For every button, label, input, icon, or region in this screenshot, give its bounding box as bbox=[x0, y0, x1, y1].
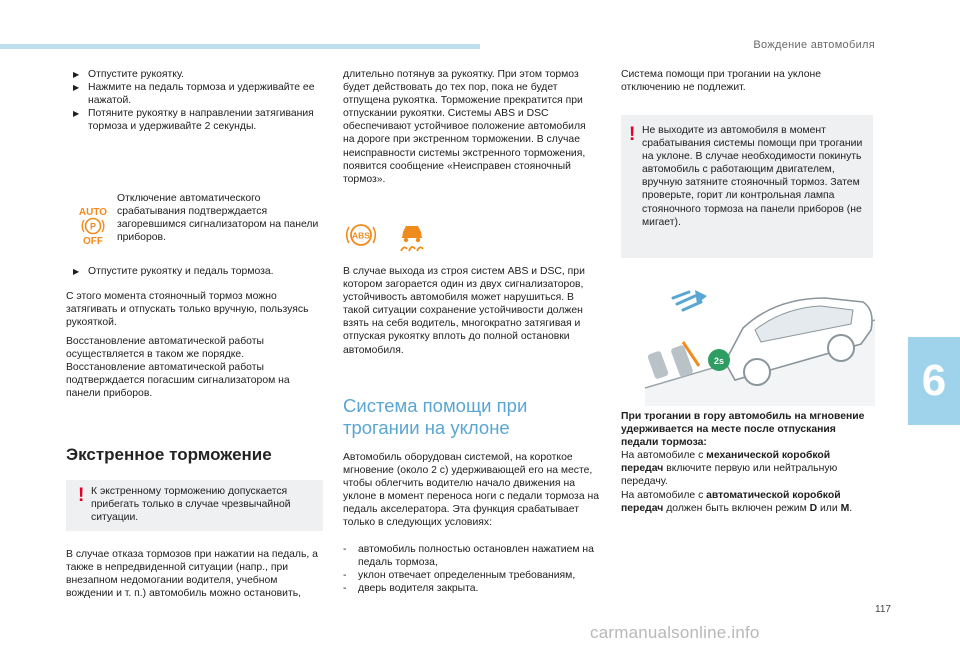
hill-hold-bold: При трогании в гору автомобиль на мгновение удерживается на месте после отпускания педали тормоза: bbox=[621, 411, 865, 449]
auto-off-icon-off: OFF bbox=[83, 236, 103, 246]
auto-off-icon-p: P bbox=[89, 221, 97, 232]
abs-warning-icon bbox=[343, 217, 379, 253]
paragraph-restore: Восстановление автоматической работы осуществляется в таком же порядке. Восстановление автоматической работы подтверждается погасшим сигнализатором на панели приборов. bbox=[66, 336, 290, 400]
paragraph-not-deactivatable: Система помощи при трогании на уклоне отключению не подлежит. bbox=[621, 69, 822, 94]
list-item: - уклон отвечает определенным требованиям, bbox=[343, 570, 576, 582]
warning-exclamation-icon: ! bbox=[629, 124, 636, 145]
heading-hill-start-line1: Система помощи при bbox=[343, 395, 528, 416]
warning-exclamation-icon: ! bbox=[78, 485, 85, 506]
bullet-icon: ▶ bbox=[73, 109, 80, 119]
mode-m: M bbox=[840, 502, 850, 514]
paragraph-hill-hold: При трогании в гору автомобиль на мгновение удерживается на месте после отпускания педали тормоза: На автомобиле с механической коробкой передач включите первую или нейтральную передачу. На автомобиле с автоматической коробкой передач должен быть включен режим D или M. bbox=[621, 411, 865, 514]
automatic-gearbox-label: автоматической коробкой передач bbox=[621, 489, 841, 514]
note-emergency-text: К экстренному торможению допускается прибегать только в случае чрезвычайной ситуации. bbox=[91, 486, 291, 524]
paragraph-manual: С этого момента стояночный тормоз можно затягивать и отпускать только вручную, пользуясь рукояткой. bbox=[66, 291, 309, 329]
auto-off-text: Отключение автоматического срабатывания подтверждается загоревшимся сигнализатором на панели приборов. bbox=[117, 193, 319, 244]
heading-emergency-braking: Экстренное торможение bbox=[66, 445, 272, 464]
steps-list bbox=[73, 68, 323, 133]
list-item: ▶ Отпустите рукоятку. bbox=[73, 69, 185, 80]
bullet-icon: ▶ bbox=[73, 267, 80, 276]
paragraph-hill-start: Автомобиль оборудован системой, на короткое мгновение (около 2 с) удерживающей его на месте, чтобы облегчить водителю начало движения на уклоне в момент переноса ноги с педали тормоза на педаль акселератора. Эта функция срабатывает только в следующих условиях: bbox=[343, 452, 600, 529]
note-hill-start-text: Не выходите из автомобиля в момент срабатывания системы помощи при трогании на уклоне. В случае необходимости покинуть автомобиль с работающим двигателем, вручную затяните стояночный тормоз. Затем проверьте, горит ли контрольная лампа стояночного тормоза на панели приборов (не мигает). bbox=[642, 125, 863, 228]
mode-d: D bbox=[809, 502, 818, 514]
note-hill-start bbox=[621, 115, 873, 258]
conditions-list bbox=[343, 543, 600, 595]
paragraph-abs: В случае выхода из строя систем ABS и DSC, при котором загорается один из двух сигнализаторов, устойчивость автомобиля может нарушиться. В такой ситуации сохранение устойчивости должен взять на себя водитель, многократно затягивая и отпуская рукоятку вплоть до полной остановки автомобиля. bbox=[343, 266, 585, 356]
chapter-tab: 6 bbox=[908, 337, 960, 425]
list-item: ▶ Отпустите рукоятку и педаль тормоза. bbox=[73, 266, 274, 277]
note-emergency bbox=[66, 480, 323, 531]
page-number: 117 bbox=[875, 604, 891, 615]
watermark: carmanualsonline.info bbox=[590, 623, 760, 642]
auto-off-icon-label: AUTO bbox=[78, 207, 108, 218]
list-item: - дверь водителя закрыта. bbox=[343, 583, 479, 595]
auto-off-warning-icon bbox=[76, 204, 110, 246]
paragraph-failure: В случае отказа тормозов при нажатии на педаль, а также в непредвиденной ситуации (напр., при внезапном недомогании водителя, учебном вождении и т. п.) автомобиль можно остановить, bbox=[66, 549, 318, 600]
hill-start-illustration bbox=[625, 268, 877, 406]
bullet-icon: ▶ bbox=[73, 70, 80, 79]
illustration-2s-badge: 2s bbox=[713, 356, 725, 366]
header-accent-bar bbox=[0, 44, 480, 49]
paragraph-continued: длительно потянув за рукоятку. При этом тормоз будет действовать до тех пор, пока не будет отпущена рукоятка. Торможение прекратится при отпускании рукоятки. Системы ABS и DSC обеспечивают устойчивое положение автомобиля на дороге при экстренном торможении. В случае неисправности системы экстренного торможения, появится сообщение «Неисправен стояночный тормоз». bbox=[343, 69, 586, 185]
heading-hill-start-line2: трогании на уклоне bbox=[343, 417, 510, 438]
list-item: - автомобиль полностью остановлен нажатием на педаль тормоза, bbox=[343, 544, 594, 569]
section-title: Вождение автомобиля bbox=[753, 39, 875, 51]
list-item: ▶ Потяните рукоятку в направлении затягивания тормоза и удерживайте 2 секунды. bbox=[73, 108, 314, 133]
list-item: ▶ Нажмите на педаль тормоза и удерживайте ее нажатой. bbox=[73, 82, 315, 107]
abs-icon-label: ABS bbox=[352, 230, 370, 241]
manual-gearbox-label: механической коробкой передач bbox=[621, 450, 831, 475]
dsc-warning-icon bbox=[393, 216, 431, 254]
bullet-icon: ▶ bbox=[73, 83, 80, 93]
